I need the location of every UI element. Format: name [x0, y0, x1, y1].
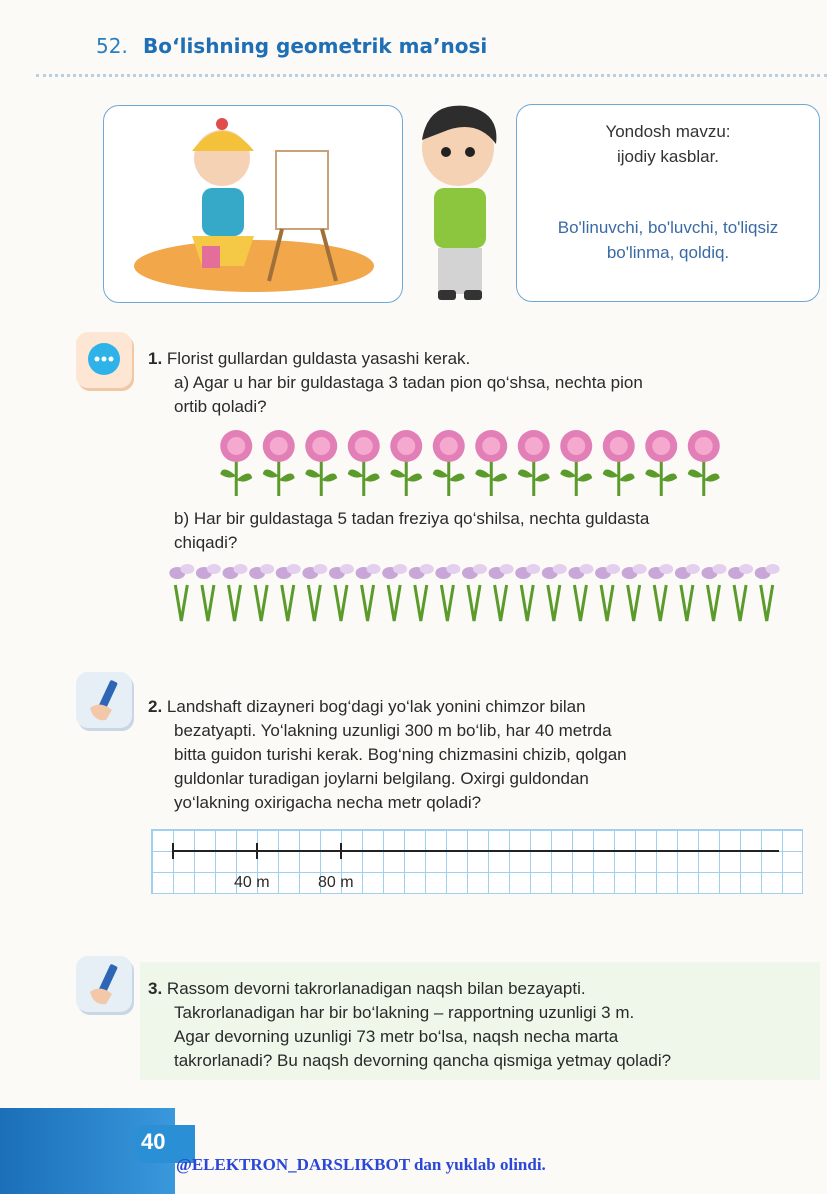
- freesia-icon: [462, 564, 487, 621]
- lesson-title: Bo‘lishning geometrik ma’nosi: [143, 34, 488, 58]
- freesia-icon: [701, 564, 726, 621]
- freesia-icon: [728, 564, 753, 621]
- peony-icon: [645, 430, 677, 496]
- related-topic-label: Yondosh mavzu:: [605, 122, 731, 141]
- task1-b-line2: chiqadi?: [174, 533, 238, 552]
- task2-line2: bezatyapti. Yo‘lakning uzunligi 300 m bo‘lib, har 40 metrda: [174, 721, 612, 740]
- task1-a-line2: ortib qoladi?: [174, 397, 267, 416]
- freesia-icon: [622, 564, 647, 621]
- peony-icon: [220, 430, 252, 496]
- peony-icon: [305, 430, 337, 496]
- freesia-icon: [515, 564, 540, 621]
- freesia-icon: [276, 564, 301, 621]
- peony-icon: [603, 430, 635, 496]
- download-credit: @ELEKTRON_DARSLIKBOT dan yuklab olindi.: [176, 1155, 546, 1174]
- freesia-icon: [568, 564, 593, 621]
- freesia-icon: [329, 564, 354, 621]
- freesia-row: [168, 555, 780, 627]
- task3-line1: Rassom devorni takrorlanadigan naqsh bilan bezayapti.: [166, 979, 586, 998]
- page-number: 40: [141, 1129, 166, 1154]
- freesia-icon: [223, 564, 248, 621]
- task3-number: 3.: [148, 979, 163, 998]
- peony-icon: [475, 430, 507, 496]
- mark-80m: 80 m: [318, 874, 354, 891]
- freesia-icon: [755, 564, 780, 621]
- lesson-number: 52.: [96, 34, 128, 58]
- task1-b-line1: b) Har bir guldastaga 5 tadan freziya qo‘shilsa, nechta guldasta: [174, 509, 650, 528]
- illustration-card: [103, 105, 403, 303]
- freesia-icon: [675, 564, 700, 621]
- freesia-icon: [435, 564, 460, 621]
- task1-intro: 1. Florist gullardan guldasta yasashi kerak.: [148, 349, 471, 368]
- peony-icon: [688, 430, 720, 496]
- peony-row: [215, 428, 725, 500]
- freesia-icon: [356, 564, 381, 621]
- freesia-icon: [595, 564, 620, 621]
- girl-painter-illustration: [104, 106, 402, 302]
- task1-number: 1.: [148, 349, 163, 368]
- freesia-icon: [196, 564, 221, 621]
- keywords-line-2: bo'linma, qoldiq.: [606, 243, 730, 262]
- topic-card: [516, 104, 820, 302]
- task2-line3: bitta guidon turishi kerak. Bog‘ning chizmasini chizib, qolgan: [174, 745, 627, 764]
- task3-line4: takrorlanadi? Bu naqsh devorning qancha qismiga yetmay qoladi?: [174, 1051, 672, 1070]
- keywords-line-1: Bo'linuvchi, bo'luvchi, to'liqsiz: [557, 218, 779, 237]
- task2-line4: guldonlar turadigan joylarni belgilang. Oxirgi guldondan: [174, 769, 589, 788]
- task3-line3: Agar devorning uzunligi 73 metr bo‘lsa, naqsh necha marta: [174, 1027, 619, 1046]
- freesia-icon: [169, 564, 194, 621]
- peony-icon: [433, 430, 465, 496]
- peony-icon: [390, 430, 422, 496]
- freesia-icon: [249, 564, 274, 621]
- discussion-icon: [76, 332, 132, 388]
- pencil-hand-icon-2: [76, 956, 132, 1012]
- pencil-hand-icon: [76, 672, 132, 728]
- mark-40m: 40 m: [234, 874, 270, 891]
- task2-line1: Landshaft dizayneri bog‘dagi yo‘lak yonini chimzor bilan: [166, 697, 586, 716]
- task2-number: 2.: [148, 697, 163, 716]
- peony-icon: [348, 430, 380, 496]
- freesia-icon: [409, 564, 434, 621]
- freesia-icon: [542, 564, 567, 621]
- task2-line5: yo‘lakning oxirigacha necha metr qoladi?: [174, 793, 482, 812]
- peony-icon: [560, 430, 592, 496]
- boy-illustration: [408, 100, 513, 305]
- freesia-icon: [489, 564, 514, 621]
- task1-a-line1: a) Agar u har bir guldastaga 3 tadan pion qo‘shsa, nechta pion: [174, 373, 643, 392]
- peony-icon: [518, 430, 550, 496]
- peony-icon: [263, 430, 295, 496]
- freesia-icon: [382, 564, 407, 621]
- task3-line2: Takrorlanadigan har bir bo‘lakning – rapportning uzunligi 3 m.: [174, 1003, 635, 1022]
- freesia-icon: [302, 564, 327, 621]
- related-topic-value: ijodiy kasblar.: [616, 147, 720, 166]
- freesia-icon: [648, 564, 673, 621]
- divider: [36, 74, 827, 77]
